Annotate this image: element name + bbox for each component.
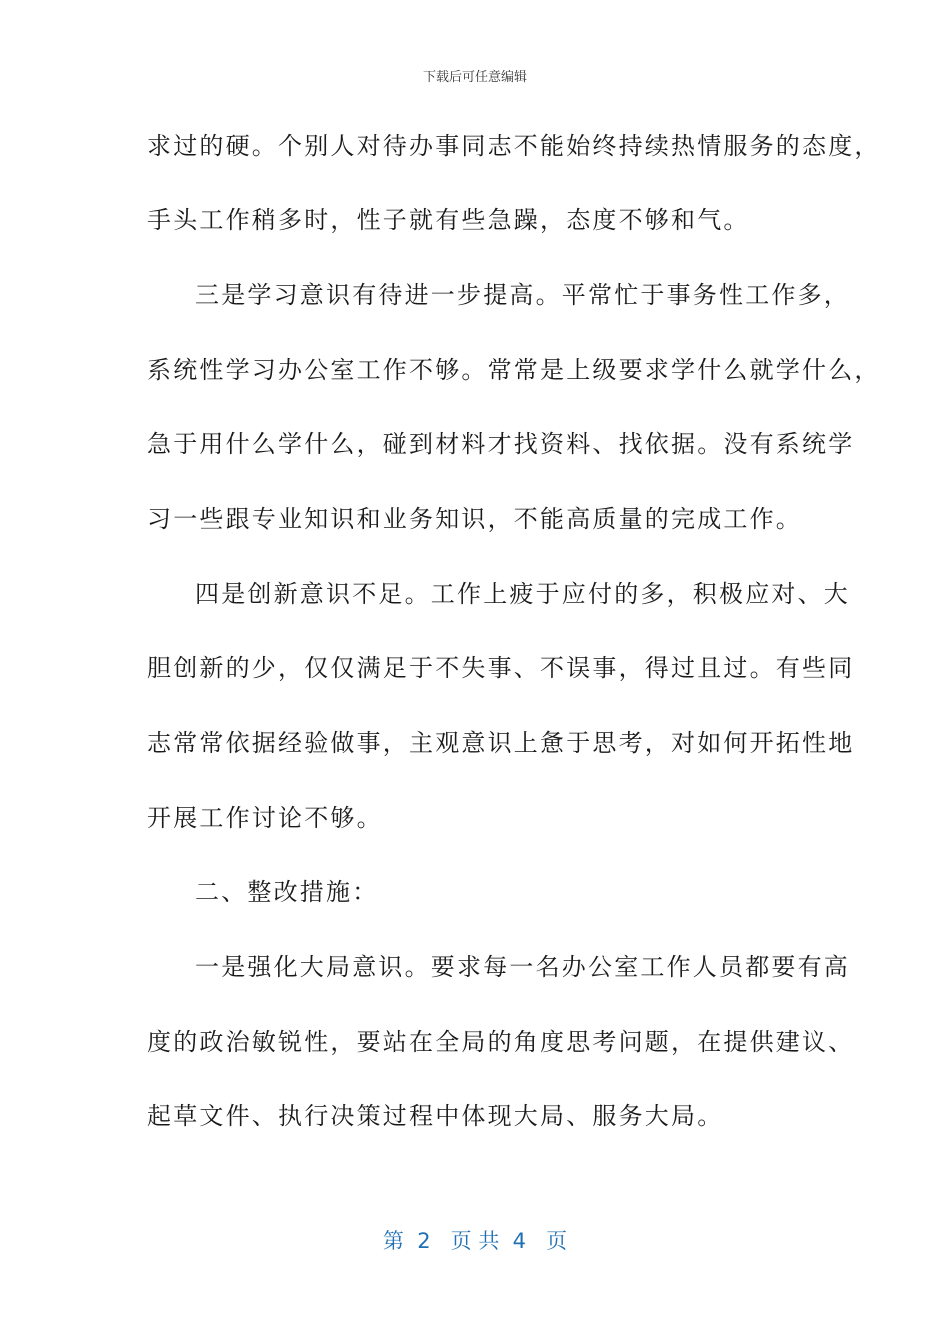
text-line: 急于用什么学什么，碰到材料才找资料、找依据。没有系统学 [147,430,855,458]
paragraph-start: 三是学习意识有待进一步提高。平常忙于事务性工作多， [195,281,850,309]
text-line: 求过的硬。个别人对待办事同志不能始终持续热情服务的态度， [147,132,881,160]
text-line: 开展工作讨论不够。 [147,804,383,832]
text-line: 度的政治敏锐性，要站在全局的角度思考问题，在提供建议、 [147,1028,855,1056]
text-line: 胆创新的少，仅仅满足于不失事、不误事，得过且过。有些同 [147,654,855,682]
page-number: 第 2 页 共 4 页 [382,1229,568,1253]
page-header: 下载后可任意编辑 [422,70,527,85]
paragraph-start: 四是创新意识不足。工作上疲于应付的多，积极应对、大 [195,580,850,608]
paragraph-start: 一是强化大局意识。要求每一名办公室工作人员都要有高 [195,953,850,981]
text-line: 习一些跟专业知识和业务知识，不能高质量的完成工作。 [147,505,802,533]
section-heading: 二、整改措施： [195,878,379,906]
text-line: 起草文件、执行决策过程中体现大局、服务大局。 [147,1102,724,1130]
text-line: 系统性学习办公室工作不够。常常是上级要求学什么就学什么， [147,356,881,384]
text-line: 手头工作稍多时，性子就有些急躁，态度不够和气。 [147,206,750,234]
text-line: 志常常依据经验做事，主观意识上惫于思考，对如何开拓性地 [147,729,855,757]
